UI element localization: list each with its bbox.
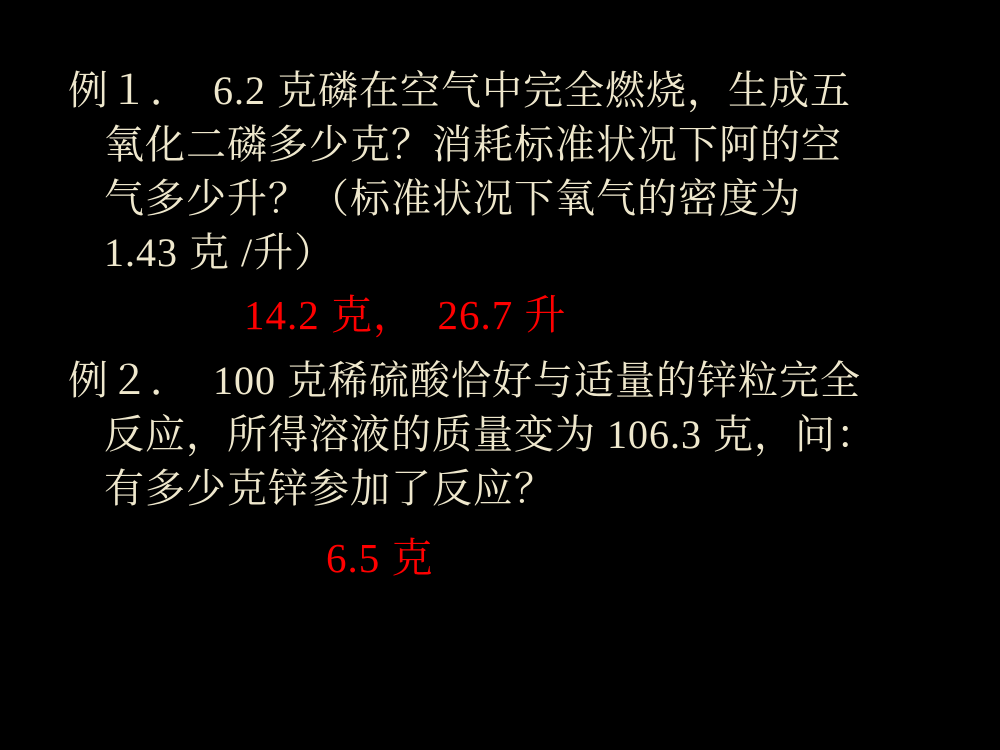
example1-line-1: 例１． 6.2 克磷在空气中完全燃烧，生成五 (68, 68, 851, 113)
example2-line-3: 有多少克锌参加了反应？ (104, 466, 555, 511)
example1-line-2: 氧化二磷多少克？消耗标准状况下阿的空 (104, 122, 842, 167)
example1-problem (68, 64, 851, 280)
example2-answer: 6.5 克 (326, 535, 434, 581)
example2-line-1: 例２． 100 克稀硫酸恰好与适量的锌粒完全 (68, 358, 861, 403)
example2-problem (68, 354, 877, 516)
example1-answer: 14.2 克， 26.7 升 (244, 292, 567, 338)
example1-line-3: 气多少升？（标准状况下氧气的密度为 (104, 176, 801, 221)
example1-line-4: 1.43 克 /升） (104, 230, 336, 275)
example2-line-2: 反应，所得溶液的质量变为 106.3 克，问： (104, 412, 877, 457)
